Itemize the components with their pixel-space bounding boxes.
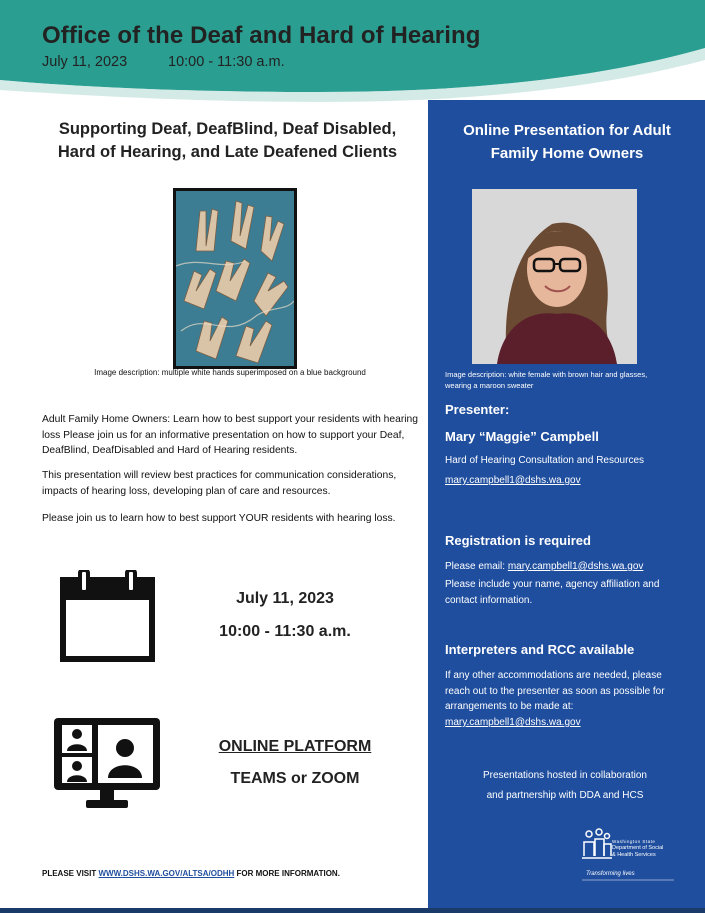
video-conference-icon bbox=[52, 716, 162, 811]
online-presentation-title bbox=[436, 119, 698, 165]
overview-paragraph: This presentation will review best practices for communication considerations, impacts of hearing loss, developing plan of care and resources. bbox=[42, 470, 397, 497]
collaboration-line2: and partnership with DDA and HCS bbox=[486, 790, 644, 801]
photo-caption: Image description: white female with brown hair and glasses, wearing a maroon sweater bbox=[445, 370, 648, 390]
event-time: 10:00 - 11:30 a.m. bbox=[219, 623, 351, 640]
invitation-paragraph: Please join us to learn how to best support YOUR residents with hearing loss. bbox=[42, 513, 396, 524]
platform-label: ONLINE PLATFORM bbox=[218, 738, 372, 755]
dshs-logo-text bbox=[612, 838, 663, 859]
artwork-caption: Image description: multiple white hands superimposed on a blue background bbox=[94, 368, 366, 377]
hands-artwork-graphic bbox=[176, 191, 294, 366]
more-info-prefix: PLEASE VISIT bbox=[42, 869, 99, 878]
logo-dept-line1: Department of Social bbox=[612, 845, 664, 851]
hands-artwork-image bbox=[173, 188, 297, 369]
logo-tagline: Transforming lives bbox=[586, 871, 635, 877]
registration-email-link[interactable]: mary.campbell1@dshs.wa.gov bbox=[507, 561, 644, 572]
presenter-photo bbox=[472, 189, 637, 364]
presentation-title bbox=[40, 118, 415, 164]
odhh-website-link[interactable]: WWW.DSHS.WA.GOV/ALTSA/ODHH bbox=[98, 869, 235, 878]
registration-heading: Registration is required bbox=[445, 533, 591, 548]
presentation-title-line1: Supporting Deaf, DeafBlind, Deaf Disabled, bbox=[58, 120, 397, 138]
header-date: July 11, 2023 bbox=[42, 54, 128, 70]
registration-email-line bbox=[445, 561, 643, 572]
presenter-heading: Presenter: bbox=[445, 402, 510, 417]
interpreters-instructions: If any other accommodations are needed, please reach out to the presenter as soon as possible for arrangements to be made at: bbox=[445, 670, 665, 712]
page-title: Office of the Deaf and Hard of Hearing bbox=[42, 22, 481, 49]
presenter-organization: Hard of Hearing Consultation and Resources bbox=[445, 455, 644, 466]
more-info-line bbox=[42, 869, 340, 878]
presenter-name: Mary “Maggie” Campbell bbox=[445, 429, 599, 444]
interpreters-heading: Interpreters and RCC available bbox=[445, 642, 635, 657]
more-info-suffix: FOR MORE INFORMATION. bbox=[234, 869, 340, 878]
online-presentation-title-line1: Online Presentation for Adult bbox=[463, 122, 671, 139]
calendar-icon bbox=[60, 570, 155, 662]
registration-instructions: Please include your name, agency affiliation and contact information. bbox=[445, 579, 660, 606]
logo-state: Washington State bbox=[612, 839, 656, 844]
bottom-bar bbox=[0, 908, 705, 913]
presenter-portrait-graphic bbox=[472, 189, 637, 364]
interpreters-email-link[interactable]: mary.campbell1@dshs.wa.gov bbox=[445, 717, 581, 728]
logo-dept-line2: & Health Services bbox=[612, 852, 656, 858]
platform-options: TEAMS or ZOOM bbox=[230, 770, 360, 787]
collaboration-line1: Presentations hosted in collaboration bbox=[483, 770, 647, 781]
header-time: 10:00 - 11:30 a.m. bbox=[168, 54, 285, 70]
online-presentation-title-line2: Family Home Owners bbox=[490, 145, 644, 162]
collaboration-note bbox=[445, 766, 685, 806]
intro-paragraph: Adult Family Home Owners: Learn how to best support your residents with hearing loss Please join us for an informative presentation on how to support your Deaf, DeafBlind, DeafDisabled and Hard of Hearing residents. bbox=[42, 414, 419, 456]
presenter-email-link[interactable]: mary.campbell1@dshs.wa.gov bbox=[445, 475, 581, 486]
presentation-title-line2: Hard of Hearing, and Late Deafened Clients bbox=[57, 143, 398, 161]
event-date: July 11, 2023 bbox=[236, 590, 334, 607]
registration-email-prefix: Please email: bbox=[445, 561, 508, 572]
